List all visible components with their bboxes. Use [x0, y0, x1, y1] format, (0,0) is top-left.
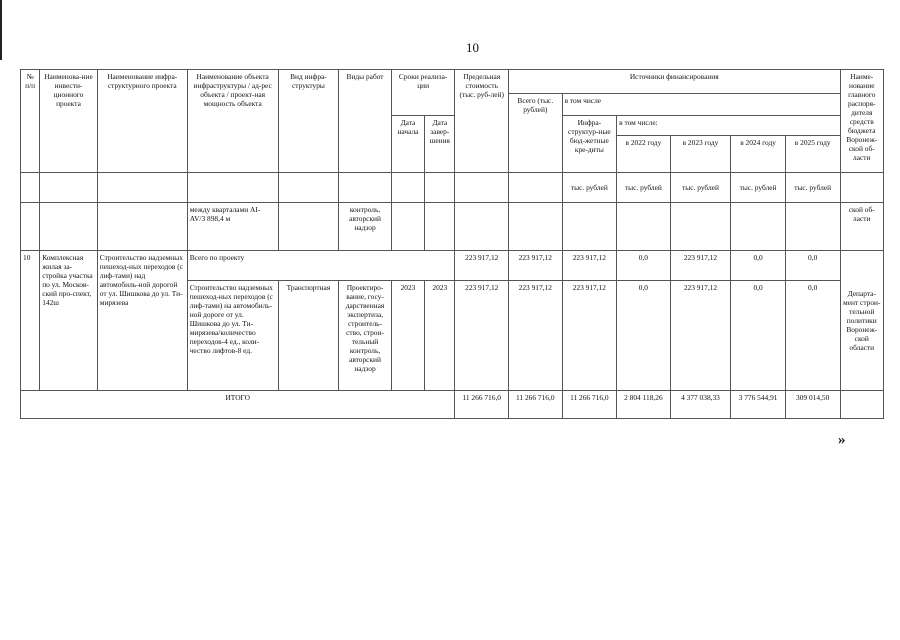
unit-y2024: тыс. рублей [731, 173, 786, 203]
continuation-manager: ской об-ласти [840, 203, 884, 251]
row10-total-max-cost: 223 917,12 [455, 251, 509, 281]
header-timeline: Сроки реализа-ции [391, 70, 455, 116]
header-including-colon: в том числе: [617, 116, 840, 136]
header-infra-project: Наименование инфра-структурного проекта [97, 70, 187, 173]
header-y2025: в 2025 году [785, 136, 840, 173]
header-including: в том числе [562, 94, 840, 116]
total-row-y2022: 2 804 118,26 [617, 391, 671, 419]
unit-credits: тыс. рублей [562, 173, 617, 203]
row10-total: 223 917,12 [509, 281, 563, 391]
total-row-credits: 11 266 716,0 [562, 391, 617, 419]
header-end-date: Дата завер-шения [425, 116, 455, 173]
header-infra-budget-credits: Инфра-структур-ные бюд-жетные кре-диты [562, 116, 617, 173]
unit-y2023: тыс. рублей [670, 173, 731, 203]
row10-no: 10 [21, 251, 40, 391]
total-row-y2023: 4 377 038,33 [670, 391, 731, 419]
row10-manager: Департа-мент строи-тельной политики Воронеж-ской области [840, 251, 884, 391]
header-y2022: в 2022 году [617, 136, 671, 173]
financing-table [20, 69, 884, 419]
row10-project-total-label: Всего по проекту [187, 251, 455, 281]
header-investment-project: Наименова-ние инвести-ционного проекта [40, 70, 98, 173]
header-y2023: в 2023 году [670, 136, 731, 173]
row10-object: Строительство надземных пешеход-ных переходов (с лиф-тами) на автомобиль-ной дороге от ул. Шишкова до ул. Ти-мирязева/количество переходов-4 ед., коли-чество лифтов-8 ед. [187, 281, 278, 391]
unit-y2022: тыс. рублей [617, 173, 671, 203]
row10-y2023: 223 917,12 [670, 281, 731, 391]
row10-max-cost: 223 917,12 [455, 281, 509, 391]
header-work-types: Виды работ [339, 70, 392, 173]
row10-total-y2023: 223 917,12 [670, 251, 731, 281]
row10-y2022: 0,0 [617, 281, 671, 391]
row10-works: Проектиро-вание, госу-дарственная экспертиза, строитель-ство, строи-тельный контроль, авторский надзор [339, 281, 392, 391]
row10-total-y2025: 0,0 [785, 251, 840, 281]
header-funding-sources: Источники финансирования [509, 70, 840, 94]
row10-total-total: 223 917,12 [509, 251, 563, 281]
row10-total-credits: 223 917,12 [562, 251, 617, 281]
row10-total-y2024: 0,0 [731, 251, 786, 281]
continuation-works: контроль, авторский надзор [339, 203, 392, 251]
row10-end: 2023 [425, 281, 455, 391]
row10-investment-project: Комплексная жилая за-стройка участка по ул. Москов-ский про-спект, 142ш [40, 251, 98, 391]
closing-quote-mark: » [838, 432, 846, 448]
row10-y2024: 0,0 [731, 281, 786, 391]
total-row-total: 11 266 716,0 [509, 391, 563, 419]
continuation-object: между кварталами AI-AV/3 898,4 м [187, 203, 278, 251]
total-row-label: ИТОГО [21, 391, 455, 419]
header-total: Всего (тыс. рублей) [509, 94, 563, 173]
row10-start: 2023 [391, 281, 424, 391]
page-corner-mark [0, 0, 2, 60]
total-row-y2025: 309 014,50 [785, 391, 840, 419]
total-row-y2024: 3 776 544,91 [731, 391, 786, 419]
header-no: № п/п [21, 70, 40, 173]
row10-infra-project: Строительство надземных пешеход-ных переходов (с лиф-тами) над автомобиль-ной дорогой от ул. Шишкова до ул. Ти-мирязева [97, 251, 187, 391]
row10-y2025: 0,0 [785, 281, 840, 391]
row10-infra-type: Транспортная [278, 281, 339, 391]
header-max-cost: Предельная стоимость (тыс. руб-лей) [455, 70, 509, 173]
header-y2024: в 2024 году [731, 136, 786, 173]
page-number: 10 [466, 40, 479, 55]
header-manager: Наиме-нование главного распоря-дителя средств бюджета Воронеж-ской об-ласти [840, 70, 884, 173]
row10-credits: 223 917,12 [562, 281, 617, 391]
header-infra-type: Вид инфра-структуры [278, 70, 339, 173]
header-infra-object: Наименование объекта инфраструктуры / ад-рес объекта / проект-ная мощность объекта [187, 70, 278, 173]
row10-total-y2022: 0,0 [617, 251, 671, 281]
total-row-max-cost: 11 266 716,0 [455, 391, 509, 419]
unit-y2025: тыс. рублей [785, 173, 840, 203]
header-start-date: Дата начала [391, 116, 424, 173]
